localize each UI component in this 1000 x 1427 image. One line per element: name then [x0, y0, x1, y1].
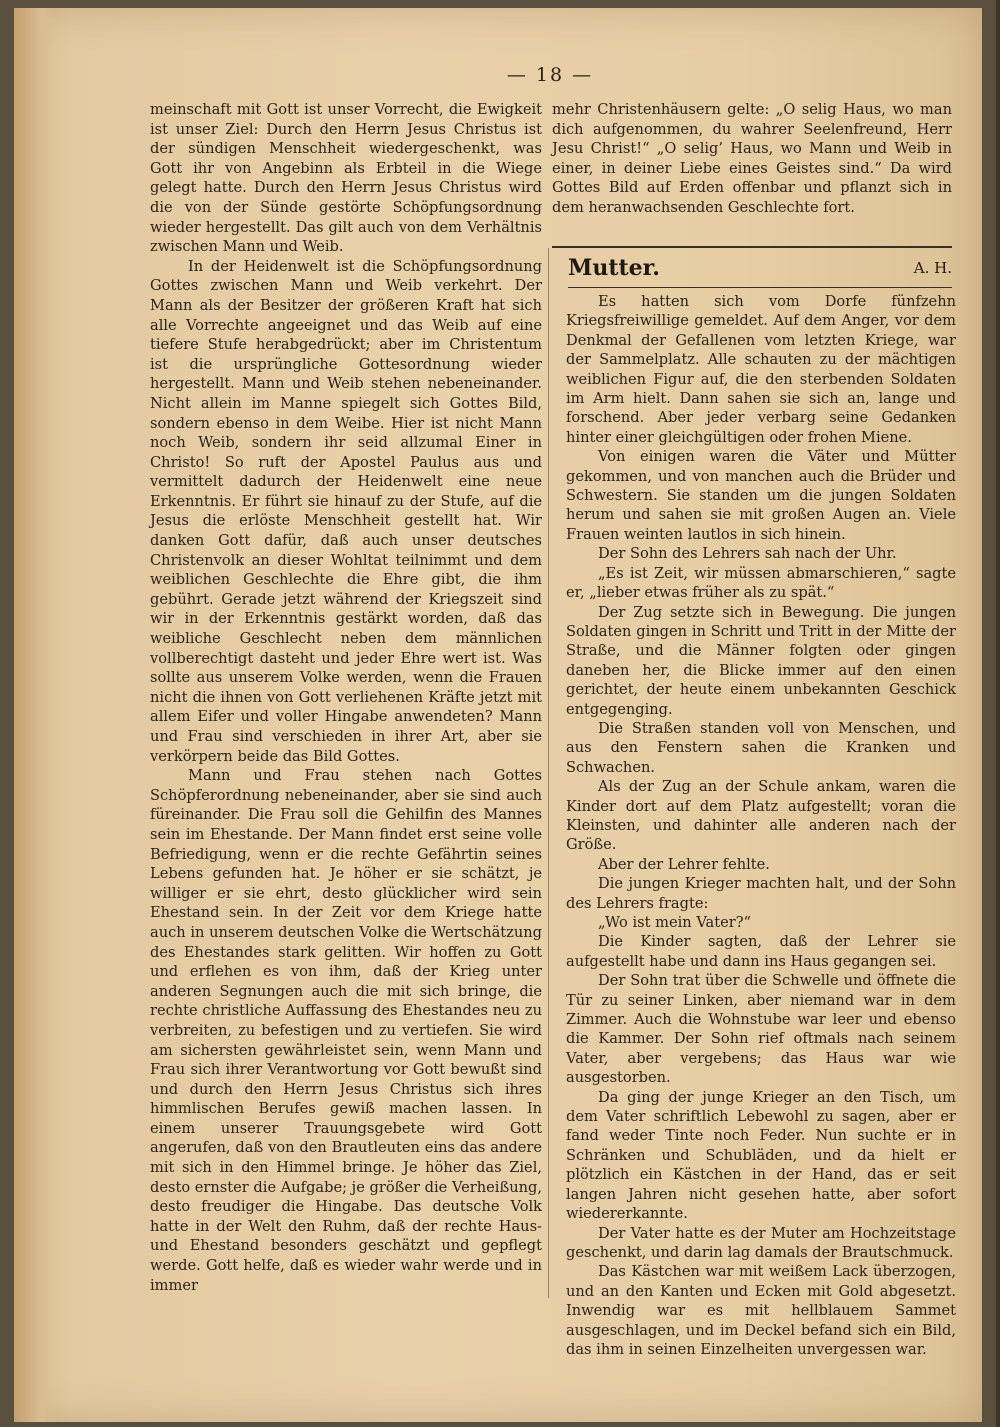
page-edge: [996, 0, 1000, 1427]
paragraph: Von einigen waren die Väter und Mütter gekommen, und von manchen auch die Brüder und Schwestern. Sie standen um die jungen Soldaten herum und sahen sie mit großen Augen an. Viele Frauen weinten lautlos in sich hinein.: [566, 448, 956, 543]
right-column-top: [552, 100, 952, 218]
paragraph: Mann und Frau stehen nach Gottes Schöpferordnung nebeneinander, aber sie sind auch füreinander. Die Frau soll die Gehilfin des Mannes sein im Ehestande. Der Mann findet erst seine volle Befriedigung, wenn er die rechte Gefährtin seines Lebens gefunden hat. Je höher er sie schätzt, je williger er sie ehrt, desto glücklicher wird sein Ehestand sein. In der Zeit vor dem Kriege hatte auch in unserem deutschen Volke die Wertschätzung des Ehestandes stark gelitten. Wir hoffen zu Gott und erflehen es von ihm, daß der Krieg unter anderen Segnungen auch die mit sich bringe, die rechte christliche Auffassung des Ehestandes neu zu verbreiten, zu befestigen und zu vertiefen. Sie wird am sichersten gewährleistet sein, wenn Mann und Frau sich ihrer Verantwortung vor Gott bewußt sind und durch den Herrn Jesus Christus sich ihres himmlischen Berufes gewiß machen lassen. In einem unserer Trauungsgebete wird Gott angerufen, daß von den Brautleuten eins das andere mit sich in den Himmel bringe. Je höher das Ziel, desto ernster die Aufgabe; je größer die Verheißung, desto freudiger die Hingabe. Das deutsche Volk hatte in der Welt den Ruhm, daß der rechte Haus- und Ehestand besonders geschätzt und gepflegt werde. Gott helfe, daß es wieder wahr werde und in immer: [150, 767, 542, 1294]
article-heading: [552, 255, 952, 283]
paragraph: Die Kinder sagten, daß der Lehrer sie aufgestellt habe und dann ins Haus gegangen sei.: [566, 933, 956, 970]
paragraph: Der Zug setzte sich in Bewegung. Die jungen Soldaten gingen in Schritt und Tritt in der Mitte der Straße, und die Männer folgten oder gingen daneben her, die Blicke immer auf den einen gerichtet, der heute einem unbekannten Geschick entgegenging.: [566, 603, 956, 718]
heading-underline: [568, 287, 952, 288]
article-author: A. H.: [913, 259, 952, 277]
paragraph: „Es ist Zeit, wir müssen abmarschieren,“ sagte er, „lieber etwas früher als zu spät.“: [566, 564, 956, 602]
page-gutter: [14, 8, 54, 1422]
paragraph: Der Sohn trat über die Schwelle und öffnete die Tür zu seiner Linken, aber niemand war in dem Zimmer. Auch die Wohnstube war leer und ebenso die Kammer. Der Sohn rief oftmals nach seinem Vater, aber vergebens; das Haus war wie ausgestorben.: [566, 972, 956, 1087]
left-column: [150, 100, 542, 1295]
column-rule: [548, 248, 549, 1298]
paragraph: Es hatten sich vom Dorfe fünfzehn Kriegsfreiwillige gemeldet. Auf dem Anger, vor dem Denkmal der Gefallenen vom letzten Kriege, war der Sammelplatz. Alle schauten zu der mächtigen weiblichen Figur auf, die den sterbenden Soldaten im Arm hielt. Dann sahen sie sich an, lange und forschend. Aber jeder verbarg seine Gedanken hinter einer gleichgültigen oder frohen Miene.: [566, 293, 956, 446]
paragraph: Der Sohn des Lehrers sah nach der Uhr.: [598, 545, 897, 563]
paragraph: Da ging der junge Krieger an den Tisch, um dem Vater schriftlich Lebewohl zu sagen, aber er fand weder Tinte noch Feder. Nun suchte er in Schränken und Schubläden, und da hielt er plötzlich ein Kästchen in der Hand, das er seit langen Jahren nicht gesehen hatte, aber sofort wiedererkannte.: [566, 1088, 956, 1223]
paragraph: Das Kästchen war mit weißem Lack überzogen, und an den Kanten und Ecken mit Gold abgesetzt. Inwendig war es mit hellblauem Sammet ausgeschlagen, und im Deckel befand sich ein Bild, das ihm in seinen Einzelheiten unvergessen war.: [566, 1263, 956, 1358]
article-body: [566, 292, 956, 1359]
paragraph: mehr Christenhäusern gelte: „O selig Haus, wo man dich aufgenommen, du wahrer Seelenfreund, Herr Jesu Christ!“ „O selig’ Haus, wo Mann und Weib in einer, in deiner Liebe eines Geistes sind.“ Da wird Gottes Bild auf Erden offenbar und pflanzt sich in dem heranwachsenden Geschlechte fort.: [552, 101, 952, 216]
paragraph: Als der Zug an der Schule ankam, waren die Kinder dort auf dem Platz aufgestellt; voran die Kleinsten, und dahinter alle anderen nach der Größe.: [566, 778, 956, 854]
page-number: — 18 —: [506, 64, 594, 86]
paragraph: Der Vater hatte es der Muter am Hochzeitstage geschenkt, und darin lag damals der Brautschmuck.: [566, 1224, 956, 1261]
paragraph: Die Straßen standen voll von Menschen, und aus den Fenstern sahen die Kranken und Schwachen.: [566, 719, 956, 776]
article-title: Mutter.: [568, 255, 660, 281]
paragraph: „Wo ist mein Vater?“: [598, 914, 751, 931]
paragraph: Die jungen Krieger machten halt, und der Sohn des Lehrers fragte:: [566, 875, 956, 912]
paragraph: Aber der Lehrer fehlte.: [598, 855, 770, 873]
section-divider: [552, 246, 952, 248]
paragraph: In der Heidenwelt ist die Schöpfungsordnung Gottes zwischen Mann und Weib verkehrt. Der Mann als der Besitzer der größeren Kraft hat sich alle Vorrechte angeeignet und das Weib auf eine tiefere Stufe herabgedrückt; aber im Christentum ist die ursprüngliche Gottesordnung wieder hergestellt. Mann und Weib stehen nebeneinander. Nicht allein im Manne spiegelt sich Gottes Bild, sondern ebenso in dem Weibe. Hier ist nicht Mann noch Weib, sondern ihr seid allzumal Einer in Christo! So ruft der Apostel Paulus aus und vermittelt dadurch der Heidenwelt eine neue Erkenntnis. Er führt sie hinauf zu der Stufe, auf die Jesus die erlöste Menschheit gestellt hat. Wir danken Gott dafür, daß auch unser deutsches Christenvolk an dieser Wohltat teilnimmt und dem weiblichen Geschlechte die Ehre gibt, die ihm gebührt. Gerade jetzt während der Kriegszeit sind wir in der Erkenntnis gestärkt worden, daß das weibliche Geschlecht neben dem männlichen vollberechtigt dasteht und jeder Ehre wert ist. Was sollte aus unserem Volke werden, wenn die Frauen nicht die ihnen von Gott verliehenen Kräfte jetzt mit allem Eifer und voller Hingabe anwendeten? Mann und Frau sind verschieden in ihrer Art, aber sie verkörpern beide das Bild Gottes.: [150, 257, 542, 765]
paragraph: meinschaft mit Gott ist unser Vorrecht, die Ewigkeit ist unser Ziel: Durch den Herrn Jesus Christus ist der sündigen Menschheit wiedergeschenkt, was Gott ihr von Angebinn als Erbteil in die Wiege gelegt hatte. Durch den Herrn Jesus Christus wird die von der Sünde gestörte Schöpfungsordnung wieder hergestellt. Das gilt auch von dem Verhältnis zwischen Mann und Weib.: [150, 101, 542, 256]
